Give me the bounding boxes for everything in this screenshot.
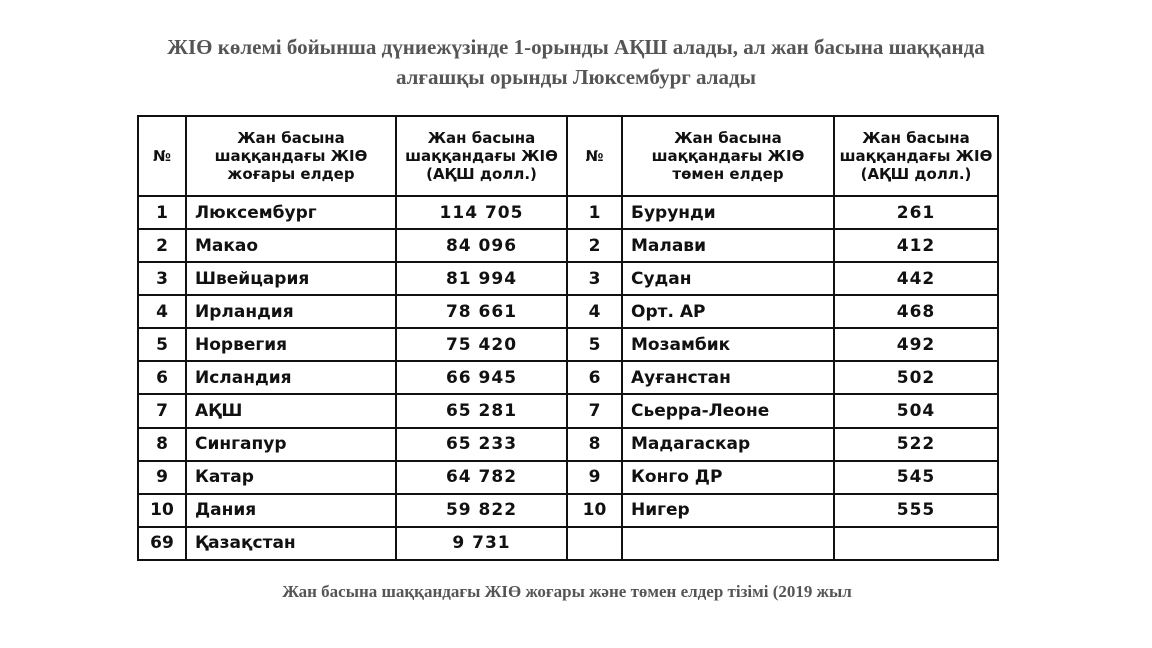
header-high-value: Жан басына шаққандағы ЖІӨ (АҚШ долл.) <box>396 116 567 196</box>
header-low-value: Жан басына шаққандағы ЖІӨ (АҚШ долл.) <box>834 116 998 196</box>
rank-high-cell: 8 <box>138 428 186 461</box>
value-high-cell: 66 945 <box>396 361 567 394</box>
table-caption: Жан басына шаққандағы ЖІӨ жоғары және төмен елдер тізімі (2019 жыл <box>282 582 852 601</box>
value-low-cell: 261 <box>834 196 998 229</box>
value-low-cell: 522 <box>834 428 998 461</box>
country-low-cell: Нигер <box>622 494 834 527</box>
table-row <box>138 361 998 394</box>
value-low-cell: 492 <box>834 328 998 361</box>
gdp-per-capita-table <box>137 115 999 561</box>
rank-high-cell: 69 <box>138 527 186 560</box>
rank-low-cell: 9 <box>567 461 622 494</box>
value-high-cell: 75 420 <box>396 328 567 361</box>
rank-high-cell: 1 <box>138 196 186 229</box>
country-high-cell: Дания <box>186 494 396 527</box>
rank-low-cell: 7 <box>567 394 622 427</box>
country-high-cell: Макао <box>186 229 396 262</box>
country-low-cell: Судан <box>622 262 834 295</box>
header-number-right: № <box>567 116 622 196</box>
rank-low-cell: 10 <box>567 494 622 527</box>
table-row <box>138 328 998 361</box>
header-number-left: № <box>138 116 186 196</box>
country-high-cell: Ирландия <box>186 295 396 328</box>
header-low-countries: Жан басына шаққандағы ЖІӨ төмен елдер <box>622 116 834 196</box>
country-high-cell: Швейцария <box>186 262 396 295</box>
rank-high-cell: 3 <box>138 262 186 295</box>
value-low-cell: 545 <box>834 461 998 494</box>
rank-high-cell: 4 <box>138 295 186 328</box>
country-high-cell: АҚШ <box>186 394 396 427</box>
country-high-cell: Қазақстан <box>186 527 396 560</box>
table-row <box>138 527 998 560</box>
table-row <box>138 428 998 461</box>
value-high-cell: 114 705 <box>396 196 567 229</box>
value-high-cell: 84 096 <box>396 229 567 262</box>
country-high-cell: Норвегия <box>186 328 396 361</box>
table-row <box>138 461 998 494</box>
value-high-cell: 9 731 <box>396 527 567 560</box>
value-high-cell: 59 822 <box>396 494 567 527</box>
country-low-cell: Орт. АР <box>622 295 834 328</box>
value-low-cell: 504 <box>834 394 998 427</box>
table-row <box>138 262 998 295</box>
value-low-cell: 468 <box>834 295 998 328</box>
rank-low-cell <box>567 527 622 560</box>
rank-high-cell: 6 <box>138 361 186 394</box>
table-row <box>138 295 998 328</box>
value-high-cell: 78 661 <box>396 295 567 328</box>
table-row <box>138 196 998 229</box>
header-high-countries: Жан басына шаққандағы ЖІӨ жоғары елдер <box>186 116 396 196</box>
country-high-cell: Люксембург <box>186 196 396 229</box>
table-body <box>138 196 998 560</box>
country-low-cell: Бурунди <box>622 196 834 229</box>
value-low-cell: 502 <box>834 361 998 394</box>
rank-low-cell: 8 <box>567 428 622 461</box>
page-heading <box>60 32 1092 92</box>
country-low-cell <box>622 527 834 560</box>
table-header-row <box>138 116 998 196</box>
table-row <box>138 229 998 262</box>
rank-high-cell: 2 <box>138 229 186 262</box>
value-high-cell: 64 782 <box>396 461 567 494</box>
country-low-cell: Мадагаскар <box>622 428 834 461</box>
value-low-cell: 412 <box>834 229 998 262</box>
rank-low-cell: 6 <box>567 361 622 394</box>
rank-high-cell: 9 <box>138 461 186 494</box>
rank-low-cell: 1 <box>567 196 622 229</box>
country-high-cell: Исландия <box>186 361 396 394</box>
rank-high-cell: 10 <box>138 494 186 527</box>
rank-low-cell: 5 <box>567 328 622 361</box>
value-high-cell: 65 281 <box>396 394 567 427</box>
country-high-cell: Катар <box>186 461 396 494</box>
table-row <box>138 494 998 527</box>
value-low-cell: 442 <box>834 262 998 295</box>
value-high-cell: 81 994 <box>396 262 567 295</box>
rank-high-cell: 7 <box>138 394 186 427</box>
country-high-cell: Сингапур <box>186 428 396 461</box>
rank-low-cell: 2 <box>567 229 622 262</box>
value-high-cell: 65 233 <box>396 428 567 461</box>
rank-low-cell: 3 <box>567 262 622 295</box>
country-low-cell: Малави <box>622 229 834 262</box>
table-row <box>138 394 998 427</box>
country-low-cell: Ауғанстан <box>622 361 834 394</box>
country-low-cell: Мозамбик <box>622 328 834 361</box>
rank-high-cell: 5 <box>138 328 186 361</box>
rank-low-cell: 4 <box>567 295 622 328</box>
country-low-cell: Сьерра-Леоне <box>622 394 834 427</box>
country-low-cell: Конго ДР <box>622 461 834 494</box>
heading-line-1: ЖІӨ көлемі бойынша дүниежүзінде 1-орынды АҚШ алады, ал жан басына шаққанда <box>167 35 985 59</box>
heading-line-2: алғашқы орынды Люксембург алады <box>395 65 757 89</box>
value-low-cell <box>834 527 998 560</box>
value-low-cell: 555 <box>834 494 998 527</box>
